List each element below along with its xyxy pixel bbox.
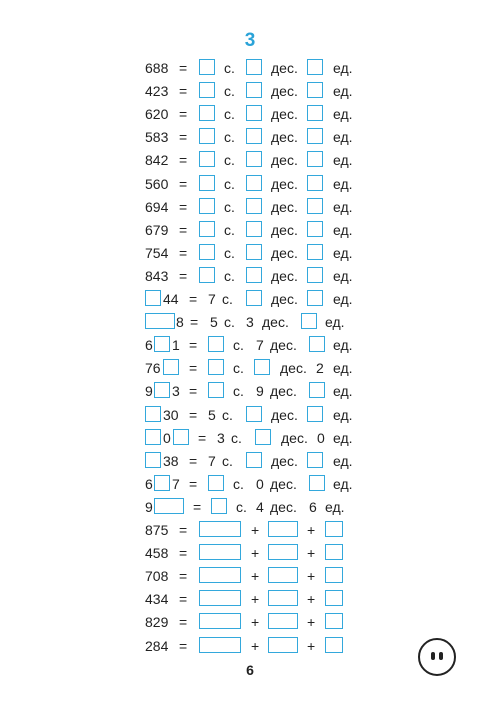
ones-unit-label: ед. xyxy=(333,475,353,492)
number-part: 7 xyxy=(172,475,180,492)
hundreds-unit-label: с. xyxy=(224,221,235,238)
hundreds-unit-label: с. xyxy=(224,267,235,284)
tens-unit-label: дес. xyxy=(270,337,297,354)
hundreds-answer-box[interactable] xyxy=(199,198,215,214)
hundreds-unit-label: с. xyxy=(231,429,242,446)
equals-sign: = xyxy=(179,198,188,215)
sum-row xyxy=(0,520,500,540)
number-text: 694 xyxy=(145,198,169,215)
equals-sign: = xyxy=(189,475,198,492)
plus-sign: + xyxy=(251,522,260,538)
ones-sum-box[interactable] xyxy=(325,567,343,583)
ones-answer-box[interactable] xyxy=(307,105,323,121)
missing-digit-row xyxy=(0,497,500,517)
plus-sign: + xyxy=(307,522,316,538)
equals-sign: = xyxy=(179,637,188,654)
tens-unit-label: дес. xyxy=(271,244,298,261)
number-text: 583 xyxy=(145,129,169,146)
hundreds-unit-label: с. xyxy=(224,198,235,215)
hundreds-answer-box[interactable] xyxy=(199,105,215,121)
digit-box[interactable] xyxy=(154,382,170,398)
tens-answer-box[interactable] xyxy=(246,244,262,260)
ones-answer-box[interactable] xyxy=(309,475,325,491)
tens-unit-label: дес. xyxy=(270,498,297,515)
smiley-right-eye xyxy=(439,652,443,660)
number-text: 458 xyxy=(145,545,169,562)
tens-unit-label: дес. xyxy=(271,175,298,192)
hundreds-sum-box[interactable] xyxy=(199,613,241,629)
missing-digit-row xyxy=(0,358,500,378)
hundreds-answer-box[interactable] xyxy=(199,128,215,144)
tens-unit-label: дес. xyxy=(271,221,298,238)
tens-answer-box[interactable] xyxy=(246,406,262,422)
decompose-row xyxy=(0,243,500,263)
ones-answer-box[interactable] xyxy=(307,452,323,468)
given-hundreds: 7 xyxy=(208,452,216,469)
tens-unit-label: дес. xyxy=(271,198,298,215)
number-text: 434 xyxy=(145,591,169,608)
tens-unit-label: дес. xyxy=(271,267,298,284)
hundreds-answer-box[interactable] xyxy=(211,498,227,514)
given-hundreds: 5 xyxy=(208,406,216,423)
plus-sign: + xyxy=(251,591,260,608)
ones-answer-box[interactable] xyxy=(307,267,323,283)
decompose-row xyxy=(0,197,500,217)
hundreds-sum-box[interactable] xyxy=(199,521,241,537)
hundreds-sum-box[interactable] xyxy=(199,567,241,583)
plus-sign: + xyxy=(307,614,316,631)
tens-unit-label: дес. xyxy=(281,429,308,446)
tens-unit-label: дес. xyxy=(271,106,298,123)
tens-answer-box[interactable] xyxy=(246,452,262,468)
decompose-row xyxy=(0,58,500,78)
plus-sign: + xyxy=(251,637,260,654)
tens-unit-label: дес. xyxy=(262,314,289,331)
tens-answer-box[interactable] xyxy=(254,359,270,375)
number-text: 560 xyxy=(145,175,169,192)
given-hundreds: 7 xyxy=(208,291,216,307)
page-number: 6 xyxy=(246,662,254,678)
hundreds-answer-box[interactable] xyxy=(208,382,224,398)
number-text: 679 xyxy=(145,221,169,238)
ones-answer-box[interactable] xyxy=(307,406,323,422)
ones-unit-label: ед. xyxy=(333,221,353,238)
hundreds-unit-label: с. xyxy=(224,60,235,76)
missing-digit-row xyxy=(0,428,500,448)
decompose-row xyxy=(0,104,500,124)
tens-answer-box[interactable] xyxy=(246,105,262,121)
equals-sign: = xyxy=(193,498,202,515)
ones-unit-label: ед. xyxy=(333,452,353,469)
tens-unit-label: дес. xyxy=(270,383,297,400)
tens-answer-box[interactable] xyxy=(246,290,262,306)
ones-answer-box[interactable] xyxy=(307,175,323,191)
hundreds-unit-label: с. xyxy=(224,83,235,100)
hundreds-unit-label: с. xyxy=(236,498,247,515)
ones-answer-box[interactable] xyxy=(307,290,323,306)
equals-sign: = xyxy=(179,267,188,284)
decompose-row xyxy=(0,127,500,147)
ones-unit-label: ед. xyxy=(333,406,353,423)
tens-sum-box[interactable] xyxy=(268,637,298,653)
hundreds-answer-box[interactable] xyxy=(208,475,224,491)
number-text: 754 xyxy=(145,244,169,261)
decompose-row xyxy=(0,174,500,194)
tens-answer-box[interactable] xyxy=(246,221,262,237)
hundreds-answer-box[interactable] xyxy=(199,175,215,191)
plus-sign: + xyxy=(251,568,260,585)
ones-unit-label: ед. xyxy=(333,129,353,146)
tens-answer-box[interactable] xyxy=(255,429,271,445)
hundreds-unit-label: с. xyxy=(233,360,244,377)
equals-sign: = xyxy=(179,221,188,238)
equals-sign: = xyxy=(179,522,188,538)
plus-sign: + xyxy=(307,637,316,654)
equals-sign: = xyxy=(189,360,198,377)
plus-sign: + xyxy=(251,614,260,631)
equals-sign: = xyxy=(179,568,188,585)
missing-digit-row xyxy=(0,289,500,309)
number-text: 843 xyxy=(145,267,169,284)
equals-sign: = xyxy=(179,152,188,169)
plus-sign: + xyxy=(307,545,316,562)
tens-unit-label: дес. xyxy=(271,291,298,307)
tens-sum-box[interactable] xyxy=(268,544,298,560)
tens-unit-label: дес. xyxy=(271,452,298,469)
ones-unit-label: ед. xyxy=(333,60,353,76)
digit-box[interactable] xyxy=(145,429,161,445)
hundreds-unit-label: с. xyxy=(224,129,235,146)
decompose-row xyxy=(0,220,500,240)
sum-row xyxy=(0,589,500,609)
ones-answer-box[interactable] xyxy=(307,244,323,260)
given-tens: 0 xyxy=(256,475,264,492)
equals-sign: = xyxy=(189,452,198,469)
decompose-row xyxy=(0,81,500,101)
ones-answer-box[interactable] xyxy=(307,59,323,75)
tens-answer-box[interactable] xyxy=(246,267,262,283)
hundreds-sum-box[interactable] xyxy=(199,637,241,653)
equals-sign: = xyxy=(179,129,188,146)
equals-sign: = xyxy=(179,106,188,123)
digits-box[interactable] xyxy=(145,313,175,329)
tens-unit-label: дес. xyxy=(271,406,298,423)
equals-sign: = xyxy=(189,406,198,423)
decompose-row xyxy=(0,266,500,286)
tens-answer-box[interactable] xyxy=(246,198,262,214)
tens-unit-label: дес. xyxy=(280,360,307,377)
tens-answer-box[interactable] xyxy=(246,151,262,167)
ones-unit-label: ед. xyxy=(333,83,353,100)
hundreds-unit-label: с. xyxy=(222,406,233,423)
hundreds-unit-label: с. xyxy=(233,475,244,492)
number-part: 6 xyxy=(145,337,153,354)
ones-answer-box[interactable] xyxy=(307,198,323,214)
hundreds-answer-box[interactable] xyxy=(199,59,215,75)
ones-unit-label: ед. xyxy=(333,383,353,400)
plus-sign: + xyxy=(307,591,316,608)
decompose-row xyxy=(0,150,500,170)
hundreds-answer-box[interactable] xyxy=(199,82,215,98)
equals-sign: = xyxy=(179,83,188,100)
ones-unit-label: ед. xyxy=(333,152,353,169)
equals-sign: = xyxy=(198,429,207,446)
digits-box[interactable] xyxy=(154,498,184,514)
smiley-face-icon xyxy=(418,638,456,676)
sum-row xyxy=(0,612,500,632)
equals-sign: = xyxy=(189,383,198,400)
given-hundreds: 3 xyxy=(217,429,225,446)
ones-answer-box[interactable] xyxy=(307,151,323,167)
given-hundreds: 5 xyxy=(210,314,218,331)
ones-unit-label: ед. xyxy=(333,244,353,261)
hundreds-answer-box[interactable] xyxy=(199,244,215,260)
given-ones: 6 xyxy=(309,498,317,515)
hundreds-answer-box[interactable] xyxy=(208,336,224,352)
ones-answer-box[interactable] xyxy=(307,128,323,144)
digit-box[interactable] xyxy=(173,429,189,445)
digit-box[interactable] xyxy=(145,452,161,468)
equals-sign: = xyxy=(179,591,188,608)
digit-box[interactable] xyxy=(154,336,170,352)
number-part: 8 xyxy=(176,314,184,331)
ones-unit-label: ед. xyxy=(333,198,353,215)
hundreds-answer-box[interactable] xyxy=(199,267,215,283)
number-text: 688 xyxy=(145,60,169,76)
tens-answer-box[interactable] xyxy=(246,82,262,98)
number-text: 842 xyxy=(145,152,169,169)
ones-unit-label: ед. xyxy=(325,498,345,515)
tens-sum-box[interactable] xyxy=(268,613,298,629)
missing-digit-row xyxy=(0,312,500,332)
sum-row xyxy=(0,566,500,586)
given-tens: 4 xyxy=(256,498,264,515)
ones-unit-label: ед. xyxy=(325,314,345,331)
hundreds-unit-label: с. xyxy=(224,175,235,192)
hundreds-answer-box[interactable] xyxy=(199,151,215,167)
ones-answer-box[interactable] xyxy=(307,82,323,98)
ones-unit-label: ед. xyxy=(333,360,353,377)
exercise-number: 3 xyxy=(244,30,256,51)
equals-sign: = xyxy=(190,314,199,331)
number-part: 9 xyxy=(145,498,153,515)
digit-box[interactable] xyxy=(145,290,161,306)
ones-answer-box[interactable] xyxy=(309,382,325,398)
tens-answer-box[interactable] xyxy=(246,175,262,191)
given-tens: 7 xyxy=(256,337,264,354)
tens-unit-label: дес. xyxy=(271,83,298,100)
ones-unit-label: ед. xyxy=(333,429,353,446)
ones-unit-label: ед. xyxy=(333,337,353,354)
ones-sum-box[interactable] xyxy=(325,637,343,653)
number-part: 30 xyxy=(163,406,179,423)
hundreds-sum-box[interactable] xyxy=(199,544,241,560)
missing-digit-row xyxy=(0,335,500,355)
sum-row xyxy=(0,543,500,563)
hundreds-answer-box[interactable] xyxy=(199,221,215,237)
ones-unit-label: ед. xyxy=(333,291,353,307)
number-part: 6 xyxy=(145,475,153,492)
ones-unit-label: ед. xyxy=(333,106,353,123)
ones-sum-box[interactable] xyxy=(325,613,343,629)
ones-answer-box[interactable] xyxy=(309,336,325,352)
number-text: 620 xyxy=(145,106,169,123)
given-tens: 9 xyxy=(256,383,264,400)
hundreds-unit-label: с. xyxy=(233,383,244,400)
number-part: 3 xyxy=(172,383,180,400)
ones-answer-box[interactable] xyxy=(307,221,323,237)
equals-sign: = xyxy=(189,291,198,307)
number-part: 38 xyxy=(163,452,179,469)
tens-unit-label: дес. xyxy=(271,129,298,146)
number-text: 829 xyxy=(145,614,169,631)
equals-sign: = xyxy=(179,60,188,76)
hundreds-unit-label: с. xyxy=(224,314,235,331)
missing-digit-row xyxy=(0,381,500,401)
ones-answer-box[interactable] xyxy=(301,313,317,329)
tens-sum-box[interactable] xyxy=(268,521,298,537)
number-text: 284 xyxy=(145,637,169,654)
equals-sign: = xyxy=(179,244,188,261)
digit-box[interactable] xyxy=(163,359,179,375)
tens-unit-label: дес. xyxy=(270,475,297,492)
digit-box[interactable] xyxy=(154,475,170,491)
tens-sum-box[interactable] xyxy=(268,590,298,606)
hundreds-unit-label: с. xyxy=(224,152,235,169)
hundreds-sum-box[interactable] xyxy=(199,590,241,606)
equals-sign: = xyxy=(179,545,188,562)
given-tens: 3 xyxy=(246,314,254,331)
number-text: 423 xyxy=(145,83,169,100)
given-ones: 0 xyxy=(317,429,325,446)
tens-answer-box[interactable] xyxy=(246,128,262,144)
hundreds-unit-label: с. xyxy=(224,244,235,261)
smiley-left-eye xyxy=(431,652,435,660)
tens-answer-box[interactable] xyxy=(246,59,262,75)
ones-unit-label: ед. xyxy=(333,175,353,192)
tens-sum-box[interactable] xyxy=(268,567,298,583)
digit-box[interactable] xyxy=(145,406,161,422)
number-part: 9 xyxy=(145,383,153,400)
hundreds-answer-box[interactable] xyxy=(208,359,224,375)
number-part: 1 xyxy=(172,337,180,354)
hundreds-unit-label: с. xyxy=(222,291,233,307)
missing-digit-row xyxy=(0,474,500,494)
plus-sign: + xyxy=(307,568,316,585)
equals-sign: = xyxy=(189,337,198,354)
equals-sign: = xyxy=(179,614,188,631)
missing-digit-row xyxy=(0,405,500,425)
hundreds-unit-label: с. xyxy=(224,106,235,123)
hundreds-unit-label: с. xyxy=(222,452,233,469)
number-text: 875 xyxy=(145,522,169,538)
tens-unit-label: дес. xyxy=(271,152,298,169)
ones-unit-label: ед. xyxy=(333,267,353,284)
ones-sum-box[interactable] xyxy=(325,521,343,537)
hundreds-unit-label: с. xyxy=(233,337,244,354)
plus-sign: + xyxy=(251,545,260,562)
equals-sign: = xyxy=(179,175,188,192)
number-part: 0 xyxy=(163,429,171,446)
tens-unit-label: дес. xyxy=(271,60,298,76)
number-part: 76 xyxy=(145,360,161,377)
ones-sum-box[interactable] xyxy=(325,590,343,606)
missing-digit-row xyxy=(0,451,500,471)
given-ones: 2 xyxy=(316,360,324,377)
ones-sum-box[interactable] xyxy=(325,544,343,560)
number-part: 44 xyxy=(163,291,179,307)
number-text: 708 xyxy=(145,568,169,585)
